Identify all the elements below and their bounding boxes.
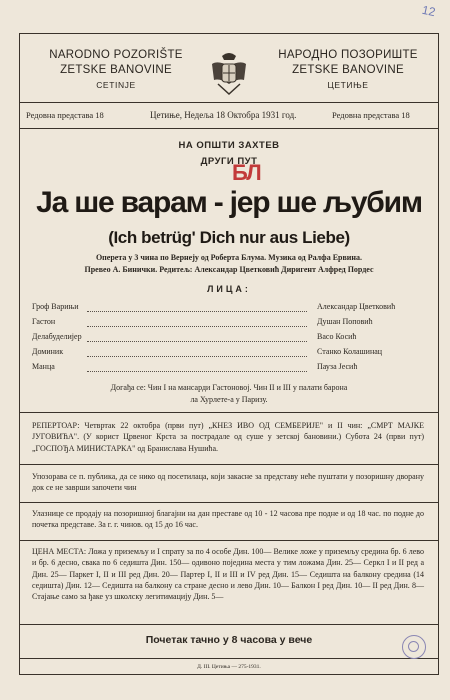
cast-row [32, 332, 422, 347]
cast-row [32, 362, 422, 377]
cast-actor: Пауза Јесић [317, 362, 358, 371]
printer-mark: Д. III. Цетиња — 275-1931. [197, 664, 261, 670]
divider [20, 102, 438, 103]
divider [20, 464, 438, 465]
info-left: Редовна представа 18 [26, 110, 104, 120]
divider [20, 624, 438, 625]
play-title-german: (Ich betrüg' Dich nur aus Liebe) [108, 228, 350, 247]
library-stamp-icon [402, 635, 426, 659]
header-left-line3: CETINJE [96, 80, 136, 90]
coat-of-arms-icon [208, 50, 250, 96]
corner-pencil-mark: 12 [420, 2, 437, 20]
credits-line1: Оперета у 3 чина по Вернеју од Роберта Блума. Музика од Ралфа Ервина. [95, 253, 363, 262]
cast-actor: Александар Цветковић [317, 302, 396, 311]
info-right: Редовна представа 18 [332, 110, 410, 120]
cast-role: Гастон [32, 317, 56, 326]
play-title: Ја ше варам - јер ше љубим [36, 186, 422, 219]
setting-line1: Догађа се: Чин I на мансарди Гастоновој. Чин II и III у палати барона [110, 383, 348, 392]
pre-title-line1: НА ОПШТИ ЗАХТЕВ [178, 140, 280, 151]
cast-row [32, 317, 422, 332]
red-stamp-mark: БЛ [232, 160, 261, 185]
header-left [26, 48, 206, 93]
header-right [258, 48, 438, 93]
divider [20, 412, 438, 413]
cast-role: Делабуделијер [32, 332, 82, 341]
divider [20, 502, 438, 503]
credits-line2: Превео А. Бинички. Редитељ: Александар Цветковић Диригент Алфред Пордес [84, 265, 374, 274]
ticket-info: Улазнице се продају на позоришној благајни на дан преставе од 10 - 12 часова пре подне и од 18 час. по подне до почетка представе. За г. г. чинов. од 15 до 16 час. [32, 509, 424, 530]
divider [20, 658, 438, 659]
cast-heading: ЛИЦА: [207, 284, 251, 294]
pre-title-line2: ДРУГИ ПУТ [200, 156, 258, 167]
cast-role: Гроф Варињи [32, 302, 79, 311]
cast-actor: Станко Колашинац [317, 347, 383, 356]
header-right-line3: ЦЕТИЊЕ [327, 80, 369, 90]
info-center: Цетиње, Недеља 18 Октобра 1931 год. [150, 110, 297, 120]
header-right-line2: ZETSKE BANOVINE [292, 64, 404, 76]
start-time: Почетак тачно у 8 часова у вече [145, 634, 313, 646]
divider [20, 540, 438, 541]
divider [20, 128, 438, 129]
cast-row [32, 302, 422, 317]
cast-list [32, 302, 422, 377]
poster-frame [19, 33, 439, 675]
header-right-line1: НАРОДНО ПОЗОРИШТЕ [278, 49, 418, 61]
cast-actor: Душан Поповић [317, 317, 373, 326]
cast-role: Манца [32, 362, 55, 371]
cast-role: Доминик [32, 347, 64, 356]
cast-row [32, 347, 422, 362]
header-left-line2: ZETSKE BANOVINE [60, 64, 172, 76]
header-left-line1: NARODNO POZORIŠTE [49, 49, 183, 61]
seat-prices: ЦЕНА МЕСТА: Ложа у приземљу и I спрату за по 4 особе Дин. 100— Велике ложе у приземљу средина бр. 6 лево и бр. 6 десно, свака по 6 седишта Дин. 150— одивоно поједина места у тим ложама Дин. 25— Серкл I и II ред а Дин. 25— Паркет I, II и III ред Дин. 20— Партер I, II и III и IV ред Дин. 15— Седишта на балкону средина (14 седишта) Дин. 12— Седишта на балкону са стране десно и лево Дин. 10— Балкон I ред Дин. 10— II ред Дин. 8— Стајање само за ђаке уз школску легитимацију Дин. 5— [32, 547, 424, 602]
setting-line2: ла Хурлете-а у Паризу. [190, 395, 268, 404]
late-notice: Упозорава се п. публика, да се нико од посетилаца, који закасне за представу неће пуштати у позоришну дворану док се не заврши започети чин [32, 472, 424, 493]
cast-actor: Васо Косић [317, 332, 357, 341]
repertoire-text: РЕПЕРТОАР: Четвртак 22 октобра (први пут) „КНЕЗ ИВО ОД СЕМБЕРИЈЕ" и II чин: „СМРТ МАЈКЕ ЈУГОВИЋА". (У корист Црвеног Крста за пострадале од суше у зетској бановини.) Субота 24 (први пут) „ГОСПОЂА МИНИСТАРКА" од Бранислава Нушића. [32, 421, 424, 453]
